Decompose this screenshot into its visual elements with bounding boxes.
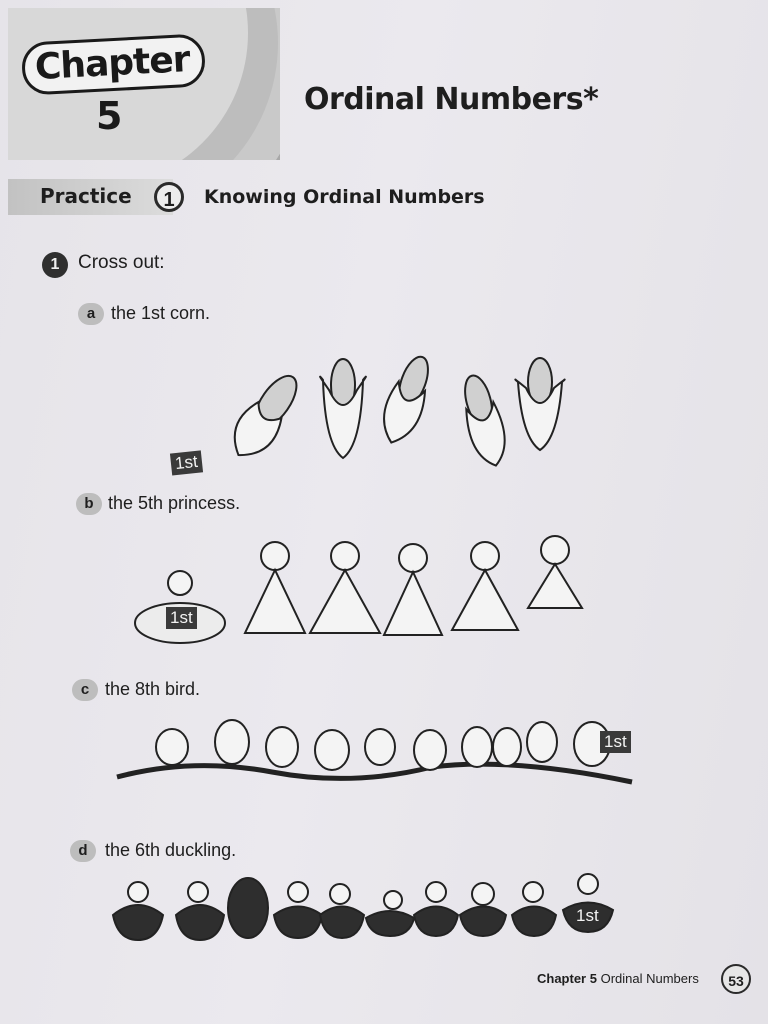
chapter-word: Chapter [21, 33, 206, 95]
practice-number: 1 [154, 182, 184, 212]
part-b-text: the 5th princess. [108, 493, 241, 513]
princess-2 [245, 542, 305, 633]
bird-5 [365, 729, 395, 765]
part-c-badge: c [72, 679, 98, 701]
footer-section: Ordinal Numbers [600, 971, 699, 986]
princess-row [120, 528, 600, 648]
corn-4 [455, 371, 512, 470]
duckling-1 [113, 882, 163, 940]
bird-7 [462, 727, 492, 767]
princess-6 [528, 536, 582, 608]
footer-label [537, 971, 699, 986]
part-d-text: the 6th duckling. [105, 840, 237, 860]
duckling-6 [366, 891, 414, 936]
princess-1st-tag: 1st [166, 607, 197, 629]
bird-row [112, 712, 642, 807]
bird-3 [266, 727, 298, 767]
bird-9 [527, 722, 557, 762]
princess-5 [452, 542, 518, 630]
duckling-8 [460, 883, 506, 936]
duckling-4 [274, 882, 322, 938]
page-title: Ordinal Numbers* [304, 82, 599, 117]
corn-1 [222, 366, 309, 466]
duckling-9 [512, 882, 556, 936]
part-a-text: the 1st corn. [111, 303, 211, 323]
footer-chapter: Chapter 5 [537, 971, 597, 986]
part-d-badge: d [70, 840, 96, 862]
duckling-row [108, 870, 618, 945]
corn-3 [375, 351, 440, 449]
duckling-2 [176, 882, 224, 940]
bird-8 [493, 728, 521, 766]
part-c-text: the 8th bird. [105, 679, 201, 699]
bird-4 [315, 730, 349, 770]
bird-6 [414, 730, 446, 770]
question-number-badge: 1 [42, 252, 68, 278]
duckling-7 [414, 882, 458, 936]
duckling-5 [320, 884, 364, 938]
chapter-number: 5 [96, 94, 123, 138]
bird-1st-tag: 1st [600, 731, 631, 753]
part-b-badge: b [76, 493, 102, 515]
question-instruction: Cross out: [78, 252, 165, 273]
duckling-1st-tag: 1st [576, 906, 599, 925]
bird-2 [215, 720, 249, 764]
princess-4 [384, 544, 442, 635]
corn-2 [320, 359, 366, 458]
practice-label: Practice [40, 184, 132, 208]
princess-3 [310, 542, 380, 633]
corn-1st-tag: 1st [170, 450, 203, 475]
bird-1 [156, 729, 188, 765]
corn-5 [515, 358, 564, 450]
practice-title: Knowing Ordinal Numbers [204, 186, 485, 208]
corn-row [210, 345, 580, 475]
part-a-badge: a [78, 303, 104, 325]
page-number: 53 [721, 964, 751, 994]
duckling-3 [228, 878, 268, 938]
